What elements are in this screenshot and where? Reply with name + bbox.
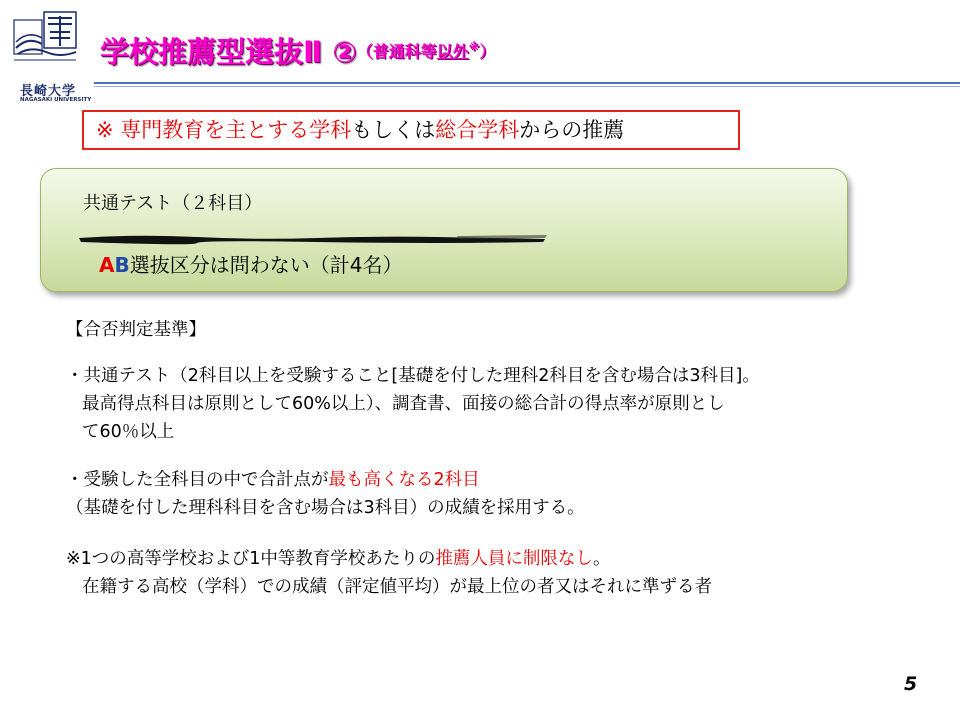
bullet-2-line-1 <box>66 466 480 491</box>
university-name-en: NAGASAKI UNIVERSITY <box>20 97 92 103</box>
panel-line-1: 共通テスト（２科目） <box>83 193 263 214</box>
title-sub-underlined: 以外 <box>436 42 469 61</box>
bullet-1-line-3: て60％以上 <box>82 422 175 442</box>
bullet-2-line-2: （基礎を付した理科科目を含む場合は3科目）の成績を採用する。 <box>66 498 585 518</box>
header-rule <box>94 82 960 84</box>
slide-title-sub <box>357 42 496 61</box>
slide-title <box>100 30 496 70</box>
bullet-1-line-1: ・共通テスト（2科目以上を受験すること[基礎を付した理科2科目を含む場合は3科目]。 <box>66 366 760 386</box>
title-sub-close: ） <box>479 42 496 61</box>
header-rule-thin <box>94 86 960 87</box>
note-line-1 <box>66 545 610 570</box>
criteria-heading: 【合否判定基準】 <box>66 320 206 340</box>
note-line-1-highlight: 推薦人員に制限なし <box>435 549 593 569</box>
panel-letter-a: A <box>99 253 115 277</box>
panel-letter-b: B <box>114 253 130 277</box>
panel-line-2 <box>99 249 402 278</box>
note-part-3: 総合学科 <box>435 118 520 142</box>
university-logo <box>12 8 92 106</box>
note-box <box>82 110 740 150</box>
title-sub-open: （普通科等 <box>356 42 437 61</box>
slide-title-main: 学校推薦型選抜Ⅱ ② <box>100 35 357 69</box>
university-emblem-icon <box>12 8 82 68</box>
note-part-1: ※ 専門教育を主とする学科 <box>96 118 352 142</box>
note-line-1-a: ※1つの高等学校および1中等教育学校あたりの <box>66 549 436 569</box>
bullet-2-text-highlight: 最も高くなる2科目 <box>328 470 480 490</box>
brush-stroke-divider <box>77 232 547 246</box>
note-line-2: 在籍する高校（学科）での成績（評定値平均）が最上位の者又はそれに準ずる者 <box>82 577 712 597</box>
university-name-jp: 長崎大学 <box>20 84 77 99</box>
panel-line-2-text: 選抜区分は問わない（計4名） <box>129 253 403 277</box>
exam-panel <box>40 168 848 292</box>
bullet-1-line-2: 最高得点科目は原則として60%以上）、調査書、面接の総合計の得点率が原則とし <box>82 394 725 414</box>
page-number: 5 <box>904 673 918 695</box>
note-part-4: からの推薦 <box>519 118 625 142</box>
note-line-1-c: 。 <box>592 549 611 569</box>
bullet-2-text-a: ・受験した全科目の中で合計点が <box>66 470 329 490</box>
title-sub-mark: ※ <box>468 40 480 54</box>
note-part-2: もしくは <box>351 118 436 142</box>
